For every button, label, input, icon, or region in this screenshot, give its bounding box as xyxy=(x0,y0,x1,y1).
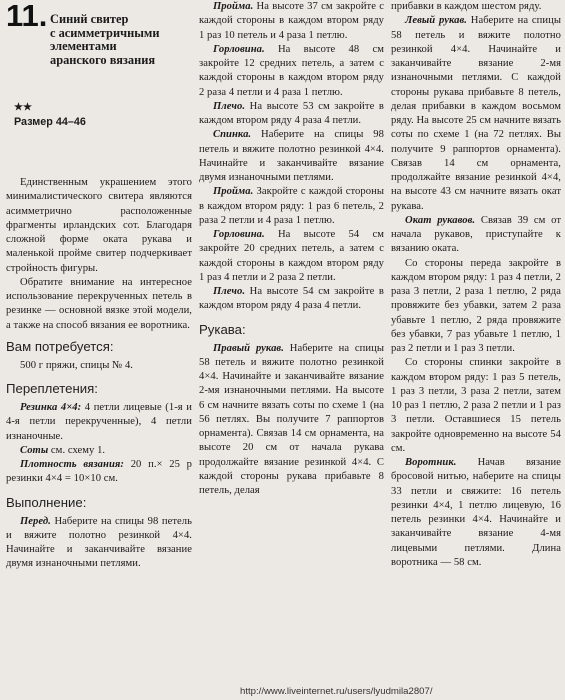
source-url-watermark: http://www.liveinternet.ru/users/lyudmila2807/ xyxy=(240,686,433,697)
pattern-number: 11. xyxy=(6,0,48,33)
sleeve-cap-paragraph: Окат рукавов. Связав 39 см от начала рукавов, приступайте к вязанию оката. xyxy=(391,214,561,255)
column-1 xyxy=(6,0,192,572)
cap-back-side-paragraph: Со стороны спинки закройте в каждом втором ряду: 1 раз 5 петель, 1 раз 3 петли, 3 раза 2 петли, затем 10 раз 1 петлю, 2 раза 2 петли и 1 раз 3 петли. Оставшиеся 15 петель закройте одновременно на высоте 54 см. xyxy=(391,357,561,454)
rib-stitch-paragraph: Резинка 4×4: 4 петли лицевые (1-я и 4-я петли перекрученные), 4 петли изнаночные. xyxy=(6,402,192,442)
pattern-header xyxy=(6,0,192,72)
pattern-title: Синий свитер с асимметричными элементами аранского вязания xyxy=(50,12,160,67)
column-3 xyxy=(391,0,561,570)
stitches-heading: Переплетения: xyxy=(6,381,98,396)
front-paragraph: Перед. Наберите на спицы 98 петель и вяжите полотно резинкой 4×4. Начинайте и заканчивайте вязание двумя изнаночными петлями. xyxy=(6,515,192,570)
back-paragraph: Спинка. Наберите на спицы 98 петель и вяжите полотно резинкой 4×4. Начинайте и заканчивайте вязание двумя изнаночными петлями. xyxy=(199,129,384,183)
intro-paragraph-2: Обратите внимание на интересное использование перекрученных петель в резинке — основной вязке этой модели, а также на способ вязания ее воротника. xyxy=(6,276,192,331)
front-armhole-paragraph: Пройма. На высоте 37 см закройте с каждой стороны в каждом втором ряду 1 раз 10 петель и 4 раза 1 петлю. xyxy=(199,1,384,41)
column-2 xyxy=(199,0,384,498)
materials-heading: Вам потребуется: xyxy=(6,338,114,354)
sleeves-heading: Рукава: xyxy=(199,321,246,337)
intro-paragraph-1: Единственным украшением этого минималистического свитера являются асимметрично расположенные фрагменты ирландских сот. Благодаря сложной форме оката рукава и маленькой пройме свитер подчеркивает стройность фигуры. xyxy=(6,177,192,274)
honeycomb-paragraph: Соты см. схему 1. xyxy=(20,444,106,456)
back-shoulder-paragraph: Плечо. На высоте 54 см закройте в каждом втором ряду 4 раза 4 петли. xyxy=(199,286,384,312)
front-neckline-paragraph: Горловина. На высоте 48 см закройте 12 средних петель, а затем с каждой стороны в каждом втором ряду 2 раза 4 петли и 4 раза 1 петлю. xyxy=(199,43,384,98)
front-shoulder-paragraph: Плечо. На высоте 53 см закройте в каждом втором ряду 4 раза 4 петли. xyxy=(199,100,384,126)
right-sleeve-paragraph: Правый рукав. Наберите на спицы 58 петель и вяжите полотно резинкой 4×4. Начинайте и заканчивайте вязание 2-мя изнаночными петлями. На высоте 6 см начните вязать соты по схеме 1 (на 56 петлях. Вы получите 7 раппортов орнамента). Связав 14 см орнамента, на высоте 20 см от начала рукава продолжайте вязание резинкой 4×4. С каждой стороны рукава прибавьте 8 петель, делая xyxy=(199,342,384,496)
materials-text: 500 г пряжи, спицы № 4. xyxy=(20,359,133,371)
right-sleeve-continued: прибавки в каждом шестом ряду. xyxy=(391,1,542,12)
size-label: Размер 44–46 xyxy=(14,116,86,128)
back-neckline-paragraph: Горловина. На высоте 54 см закройте 20 средних петель, а затем с каждой стороны в каждом втором ряду 1 раз 4 петли и 2 раза 2 петли. xyxy=(199,229,384,283)
difficulty-stars: ★★ xyxy=(14,102,32,113)
left-sleeve-paragraph: Левый рукав. Наберите на спицы 58 петель и вяжите полотно резинкой 4×4. Начинайте и заканчивайте вязание 2-мя изнаночными петлями. С каждой стороны рукава прибавьте 8 петель, делая прибавки в каждом восьмом ряду. На высоте 25 см начните вязать соты по схеме 1 (на 72 петлях. Вы получите 9 раппортов орнамента). Связав 14 см орнамента, продолжайте вязание резинкой 4×4, на высоте 43 см начните вязать окат рукава. xyxy=(391,15,561,212)
back-armhole-paragraph: Пройма. Закройте с каждой стороны в каждом втором ряду: 1 раз 6 петель, 2 раза 2 петли и 4 раза 1 петлю. xyxy=(199,186,384,226)
collar-paragraph: Воротник. Начав вязание бросовой нитью, наберите на спицы 33 петли и свяжите: 16 петель резинки 4×4, 1 петлю лицевую, 16 петель резинки 4×4. Начинайте и заканчивайте вязание 4-мя лицевыми петлями. Длина воротника — 58 см. xyxy=(391,457,561,568)
gauge-paragraph: Плотность вязания: 20 п.× 25 р резинки 4×4 = 10×10 см. xyxy=(6,459,192,485)
cap-front-side-paragraph: Со стороны переда закройте в каждом втором ряду: 1 раз 4 петли, 2 раза 3 петли, 2 раза 1 петлю, 2 ряда провяжите без убавки, затем 2 раза убавьте 1 петлю, 2 ряда провяжите без убавки, 7 раз убавьте 1 петлю, 1 раз 2 петли и 1 раз 3 петли. xyxy=(391,257,561,354)
instructions-heading: Выполнение: xyxy=(6,494,87,510)
